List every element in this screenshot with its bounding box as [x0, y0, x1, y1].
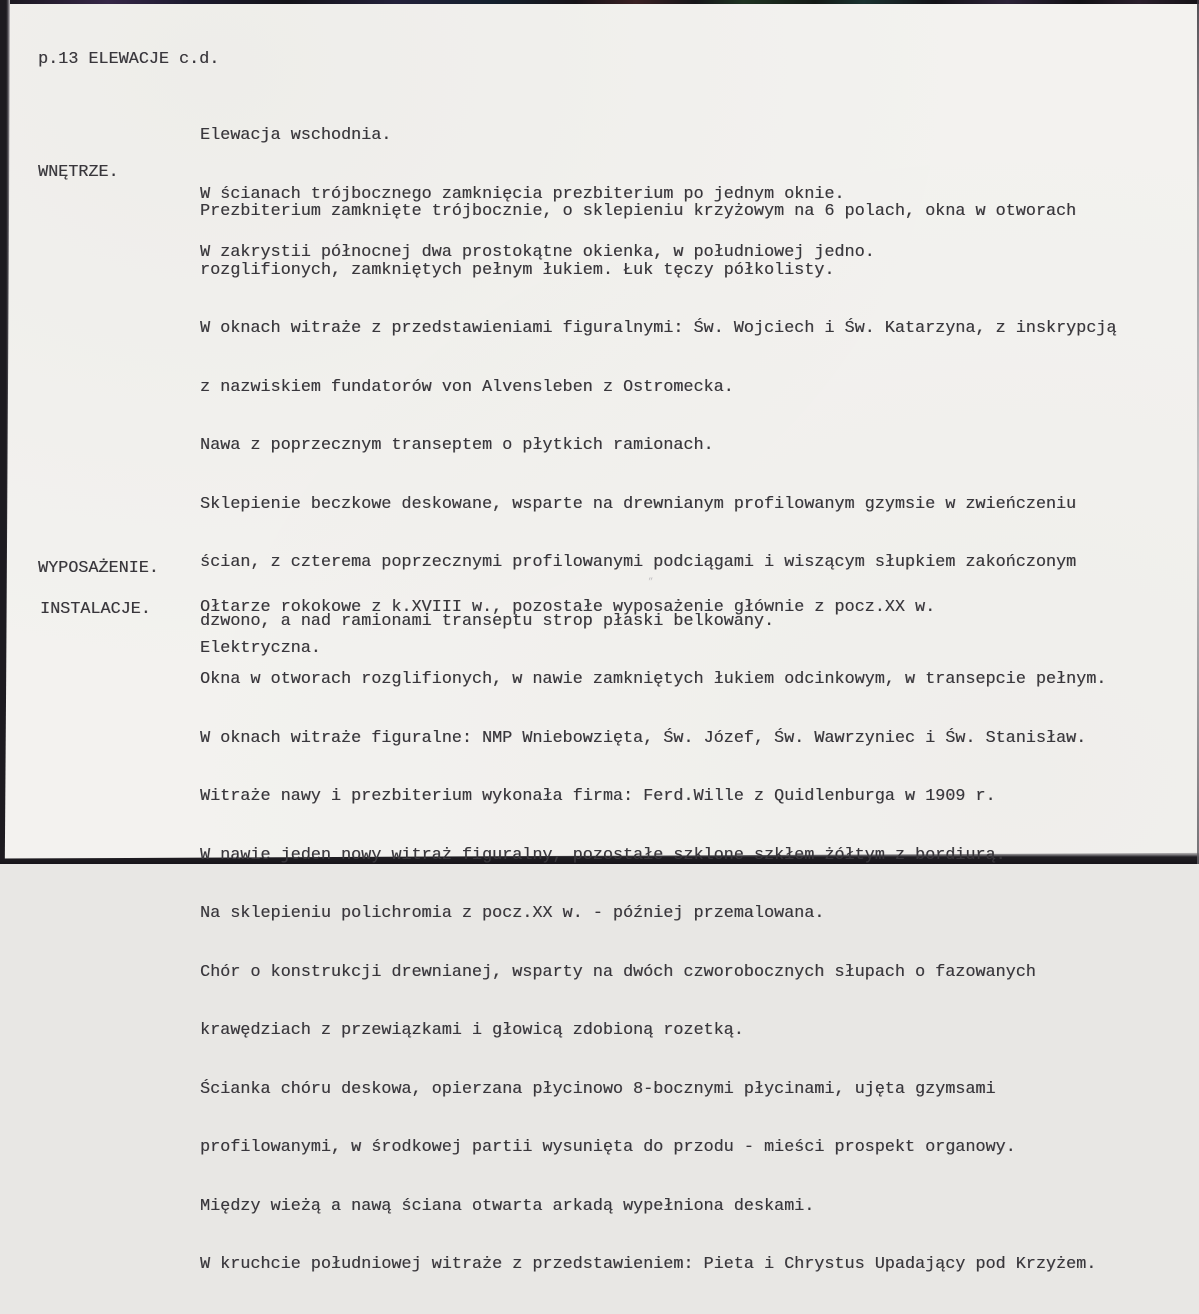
- text-line: profilowanymi, w środkowej partii wysunięta do przodu - mieści prospekt organowy.: [200, 1138, 1016, 1157]
- text-line: Ścianka chóru deskowa, opierzana płycinowo 8-bocznymi płycinami, ujęta gzymsami: [200, 1079, 996, 1099]
- text-line: Między wieżą a nawą ściana otwarta arkadą wypełniona deskami.: [200, 1196, 815, 1216]
- text-line: Witraże nawy i prezbiterium wykonała firma: Ferd.Wille z Quidlenburga w 1909 r.: [200, 787, 996, 806]
- text-line: ścian, z czterema poprzecznymi profilowanymi podciągami i wiszącym słupkiem zakończonym: [200, 553, 1077, 572]
- text-line: W oknach witraże z przedstawieniami figuralnymi: Św. Wojciech i Św. Katarzyna, z inskrypcją: [200, 319, 1117, 338]
- section-body-wnetrze: [200, 163, 1116, 1314]
- text-line: Okna w otworach rozglifionych, w nawie zamkniętych łukiem odcinkowym, w transepcie pełnym.: [200, 670, 1107, 689]
- section-label-instalacje: INSTALACJE.: [40, 600, 151, 619]
- text-line: rozglifionych, zamkniętych pełnym łukiem. Łuk tęczy półkolisty.: [200, 260, 835, 280]
- page-header: p.13 ELEWACJE c.d.: [38, 50, 220, 69]
- text-line: W kruchcie południowej witraże z przedstawieniem: Pieta i Chrystus Upadający pod Krzyżem.: [200, 1255, 1097, 1274]
- scan-smudge-mark: ”: [648, 577, 654, 587]
- text-line: W nawie jeden nowy witraż figuralny, pozostałe szklone szkłem żółtym z bordiurą.: [200, 845, 1006, 865]
- text-line: z nazwiskiem fundatorów von Alvensleben z Ostromecka.: [200, 377, 734, 397]
- text-line: Prezbiterium zamknięte trójbocznie, o sklepieniu krzyżowym na 6 polach, okna w otworach: [200, 202, 1077, 221]
- text-line: Elewacja wschodnia.: [200, 126, 392, 145]
- section-label-wnetrze: WNĘTRZE.: [38, 163, 119, 182]
- text-line: W zakrystii północnej dwa prostokątne okienka, w południowej jedno.: [200, 243, 875, 262]
- scan-edge-top-artifact: [0, 0, 1199, 4]
- text-line: W ścianach trójbocznego zamknięcia prezbiterium po jednym oknie.: [200, 184, 845, 204]
- section-label-wyposazenie: WYPOSAŻENIE.: [38, 559, 159, 578]
- text-line: W oknach witraże figuralne: NMP Wniebowzięta, Św. Józef, Św. Wawrzyniec i Św. Stanisław.: [200, 728, 1087, 748]
- text-line: Na sklepieniu polichromia z pocz.XX w. - później przemalowana.: [200, 904, 825, 923]
- text-line: Nawa z poprzecznym transeptem o płytkich ramionach.: [200, 436, 714, 455]
- text-line: dzwono, a nad ramionami transeptu strop płaski belkowany.: [200, 611, 775, 631]
- scan-edge-left-artifact: [0, 0, 10, 864]
- text-line: krawędziach z przewiązkami i głowicą zdobioną rozetką.: [200, 1021, 744, 1040]
- text-line: Sklepienie beczkowe deskowane, wsparte na drewnianym profilowanym gzymsie w zwieńczeniu: [200, 494, 1077, 514]
- text-line: Ołtarze rokokowe z k.XVIII w., pozostałe wyposażenie głównie z pocz.XX w.: [200, 598, 936, 617]
- text-line: Elektryczna.: [200, 639, 321, 658]
- text-line: Chór o konstrukcji drewnianej, wsparty na dwóch czworobocznych słupach o fazowanych: [200, 962, 1036, 982]
- section-body-instalacje: [200, 600, 321, 698]
